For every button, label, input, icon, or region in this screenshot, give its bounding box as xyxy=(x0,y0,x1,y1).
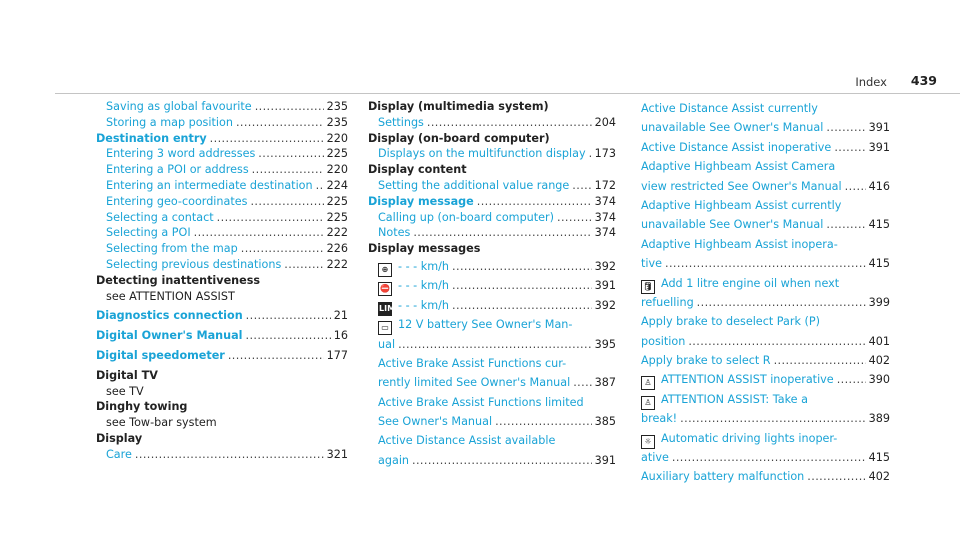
entry-label: see TV xyxy=(106,384,144,398)
display-message-entry[interactable] xyxy=(641,332,890,351)
index-entry xyxy=(368,241,616,257)
index-entry-text[interactable] xyxy=(378,210,554,226)
index-entry-text xyxy=(106,385,144,398)
index-entry[interactable] xyxy=(96,178,348,194)
leader-dots xyxy=(807,467,865,486)
display-message-entry[interactable] xyxy=(641,99,890,118)
display-message-entry[interactable] xyxy=(641,390,890,409)
index-entry-text[interactable] xyxy=(106,178,313,194)
entry-label[interactable]: Active Brake Assist Functions cur- xyxy=(378,356,567,370)
entry-label[interactable]: Diagnostics connection xyxy=(96,309,243,323)
sign-icon: ⛔ xyxy=(378,282,392,296)
page-ref[interactable]: 225 xyxy=(326,147,348,161)
page-ref[interactable]: 225 xyxy=(326,210,348,224)
display-message-entry[interactable] xyxy=(641,351,890,370)
entry-label[interactable]: position xyxy=(641,334,686,348)
display-message-entry-text[interactable] xyxy=(641,351,771,370)
page-ref[interactable]: 391 xyxy=(868,121,890,135)
limiter-icon: LIM xyxy=(378,302,392,316)
attention-icon: ♙ xyxy=(641,376,655,390)
index-entry-text[interactable] xyxy=(96,131,207,147)
page-ref[interactable]: 402 xyxy=(868,354,890,368)
display-message-entry[interactable] xyxy=(641,118,890,137)
page-ref[interactable]: 374 xyxy=(594,210,616,224)
leader-dots xyxy=(477,194,592,210)
index-entry[interactable] xyxy=(96,194,348,210)
index-entry-text[interactable] xyxy=(106,210,214,226)
page-ref[interactable]: 395 xyxy=(594,337,616,351)
page-ref[interactable]: 220 xyxy=(326,131,348,145)
display-message-entry[interactable] xyxy=(641,370,890,389)
leader-dots xyxy=(834,138,865,157)
running-header-section: Index xyxy=(855,75,887,89)
entry-label[interactable]: Apply brake to deselect Park (P) xyxy=(641,315,820,329)
entry-label[interactable]: unavailable See Owner's Manual xyxy=(641,218,824,232)
page-number: 439 xyxy=(910,73,937,88)
index-entry-text[interactable] xyxy=(378,115,424,131)
index-entry-text[interactable] xyxy=(106,225,191,241)
entry-label[interactable]: Setting the additional value range xyxy=(378,178,570,192)
page-ref[interactable]: 222 xyxy=(326,226,348,240)
index-entry xyxy=(96,415,348,431)
display-message-entry-text[interactable] xyxy=(641,409,677,428)
display-message-entry[interactable] xyxy=(641,409,890,428)
display-message-entry-text[interactable] xyxy=(641,393,808,406)
display-message-entry-text[interactable] xyxy=(641,332,685,351)
index-entry xyxy=(368,131,616,147)
index-entry-text[interactable] xyxy=(106,162,249,178)
entry-label: Display content xyxy=(368,163,467,177)
entry-label[interactable]: Digital speedometer xyxy=(96,348,225,362)
display-message-entry[interactable] xyxy=(641,177,890,196)
entry-label[interactable]: Auxiliary battery malfunction xyxy=(641,470,805,484)
page-ref[interactable]: 401 xyxy=(868,334,890,348)
entry-label[interactable]: - - - km/h xyxy=(398,298,450,312)
page-ref[interactable]: 235 xyxy=(326,100,348,113)
entry-label: Display (on-board computer) xyxy=(368,131,550,145)
display-message-entry-text[interactable] xyxy=(641,277,839,290)
index-entry-text[interactable] xyxy=(106,146,255,162)
index-entry[interactable] xyxy=(96,146,348,162)
display-message-entry-text[interactable] xyxy=(641,293,694,312)
entry-label[interactable]: ATTENTION ASSIST inoperative xyxy=(661,373,834,387)
leader-dots xyxy=(589,146,592,162)
index-entry[interactable] xyxy=(96,131,348,147)
entry-label[interactable]: Entering an intermediate destination xyxy=(106,178,313,192)
leader-dots xyxy=(228,348,324,364)
entry-label[interactable]: ative xyxy=(641,451,669,465)
entry-label[interactable]: Active Distance Assist currently xyxy=(641,102,818,115)
page-ref[interactable]: 415 xyxy=(868,257,890,271)
display-message-entry[interactable] xyxy=(368,315,616,334)
index-entry xyxy=(96,273,348,289)
index-entry[interactable] xyxy=(368,225,616,241)
page-ref[interactable]: 225 xyxy=(326,194,348,208)
index-entry[interactable] xyxy=(96,115,348,131)
leader-dots xyxy=(398,335,592,354)
index-entry xyxy=(96,384,348,400)
page-ref[interactable]: 21 xyxy=(333,309,348,323)
light-icon: ☼ xyxy=(641,435,655,449)
page-ref[interactable]: 374 xyxy=(594,194,616,208)
display-message-entry-text[interactable] xyxy=(641,160,835,173)
index-entry[interactable] xyxy=(96,308,348,324)
display-message-entry-text[interactable] xyxy=(378,373,570,392)
index-entry xyxy=(96,368,348,384)
index-entry[interactable] xyxy=(368,178,616,194)
leader-dots xyxy=(250,194,323,210)
entry-label[interactable]: ual xyxy=(378,337,396,351)
index-entry-text xyxy=(368,132,550,145)
index-entry-text xyxy=(368,163,467,176)
entry-label[interactable]: Adaptive Highbeam Assist inopera- xyxy=(641,237,838,251)
entry-label[interactable]: Adaptive Highbeam Assist Camera xyxy=(641,160,836,174)
entry-label[interactable]: Notes xyxy=(378,226,411,240)
page-ref[interactable]: 391 xyxy=(868,140,890,154)
entry-label[interactable]: Add 1 litre engine oil when next xyxy=(661,276,840,290)
leader-dots xyxy=(316,178,324,194)
entry-label[interactable]: Displays on the multifunction display xyxy=(378,147,586,161)
page-ref[interactable]: 385 xyxy=(594,415,616,429)
entry-label[interactable]: Adaptive Highbeam Assist currently xyxy=(641,198,842,212)
leader-dots xyxy=(427,115,592,131)
entry-label: Display xyxy=(96,431,143,445)
entry-label[interactable]: Apply brake to select R xyxy=(641,354,771,368)
index-entry-text[interactable] xyxy=(106,241,238,257)
index-entry[interactable] xyxy=(96,241,348,257)
leader-dots xyxy=(413,225,591,241)
display-message-entry-text[interactable] xyxy=(378,318,572,331)
entry-label[interactable]: Destination entry xyxy=(96,131,207,145)
page-ref[interactable]: 321 xyxy=(326,447,348,461)
index-entry-text[interactable] xyxy=(378,178,569,194)
entry-label[interactable]: Selecting from the map xyxy=(106,242,238,256)
display-message-entry-text[interactable] xyxy=(378,451,409,470)
display-message-entry[interactable] xyxy=(641,196,890,215)
page-ref[interactable]: 415 xyxy=(868,218,890,232)
leader-dots xyxy=(845,177,866,196)
display-message-entry-text[interactable] xyxy=(378,335,395,354)
page-ref[interactable]: 224 xyxy=(326,178,348,192)
entry-label[interactable]: Active Brake Assist Functions limited xyxy=(378,395,584,409)
entry-label[interactable]: Entering a POI or address xyxy=(106,163,249,177)
index-entry[interactable] xyxy=(368,210,616,226)
leader-dots xyxy=(284,257,323,273)
entry-label[interactable]: - - - km/h xyxy=(398,259,450,273)
entry-label[interactable]: view restricted See Owner's Manual xyxy=(641,179,842,193)
entry-label[interactable]: Digital Owner's Manual xyxy=(96,329,243,343)
leader-dots xyxy=(452,257,592,276)
leader-dots xyxy=(245,328,330,344)
leader-dots xyxy=(255,99,324,115)
display-message-entry[interactable] xyxy=(641,312,890,331)
page-ref[interactable]: 392 xyxy=(594,259,616,273)
page-ref[interactable]: 374 xyxy=(594,226,616,240)
page-ref[interactable]: 391 xyxy=(594,453,616,467)
leader-dots xyxy=(557,210,592,226)
page-ref[interactable]: 387 xyxy=(594,376,616,390)
entry-label: Display messages xyxy=(368,242,481,256)
entry-label[interactable]: Active Distance Assist available xyxy=(378,434,556,448)
display-message-entry-text[interactable] xyxy=(641,102,818,115)
index-entry-text[interactable] xyxy=(96,328,242,344)
display-message-entry-text[interactable] xyxy=(378,434,555,447)
display-message-entry-text[interactable] xyxy=(641,315,820,328)
leader-dots xyxy=(572,178,591,194)
leader-dots xyxy=(697,293,866,312)
entry-label: see ATTENTION ASSIST xyxy=(106,289,235,303)
leader-dots xyxy=(135,447,324,463)
leader-dots xyxy=(241,241,324,257)
display-message-entry[interactable] xyxy=(368,354,616,373)
display-message-entry[interactable] xyxy=(368,451,616,470)
entry-label: Dinghy towing xyxy=(96,400,188,414)
display-message-entry[interactable] xyxy=(641,448,890,467)
index-entry[interactable] xyxy=(96,328,348,344)
page-ref[interactable]: 402 xyxy=(868,470,890,484)
entry-label[interactable]: rently limited See Owner's Manual xyxy=(378,376,571,390)
page-ref[interactable]: 204 xyxy=(594,115,616,129)
leader-dots xyxy=(826,118,865,137)
page-ref[interactable]: 392 xyxy=(594,298,616,312)
entry-label[interactable]: See Owner's Manual xyxy=(378,415,493,429)
display-message-entry[interactable] xyxy=(368,412,616,431)
index-entry[interactable] xyxy=(96,210,348,226)
entry-label[interactable]: break! xyxy=(641,412,678,426)
battery-icon: ▭ xyxy=(378,321,392,335)
index-entry[interactable] xyxy=(96,257,348,273)
display-message-entry-text[interactable] xyxy=(378,276,449,296)
display-message-entry-text[interactable] xyxy=(641,199,841,212)
page-ref[interactable]: 391 xyxy=(594,279,616,293)
entry-label[interactable]: unavailable See Owner's Manual xyxy=(641,121,824,135)
index-entry-text xyxy=(96,400,187,413)
entry-label[interactable]: Storing a map position xyxy=(106,115,233,129)
oil-icon: 🛢 xyxy=(641,280,655,294)
leader-dots xyxy=(495,412,592,431)
leader-dots xyxy=(246,308,331,324)
display-message-entry[interactable] xyxy=(641,138,890,157)
leader-dots xyxy=(680,409,865,428)
page-ref[interactable]: 390 xyxy=(868,373,890,387)
leader-dots xyxy=(412,451,592,470)
entry-label[interactable]: Selecting a contact xyxy=(106,210,214,224)
display-message-entry[interactable] xyxy=(641,235,890,254)
index-entry xyxy=(96,431,348,447)
display-message-entry-text[interactable] xyxy=(641,238,838,251)
display-message-entry-text[interactable] xyxy=(378,412,492,431)
index-entry[interactable] xyxy=(368,194,616,210)
display-message-entry[interactable] xyxy=(368,335,616,354)
index-entry-text xyxy=(96,432,142,445)
page-ref[interactable]: 399 xyxy=(868,295,890,309)
display-message-entry[interactable] xyxy=(641,215,890,234)
index-entry[interactable] xyxy=(368,115,616,131)
display-message-entry[interactable] xyxy=(368,373,616,392)
display-message-entry[interactable] xyxy=(641,274,890,293)
page-ref[interactable]: 173 xyxy=(594,147,616,161)
display-message-entry-text[interactable] xyxy=(641,370,834,390)
entry-label[interactable]: Saving as global favourite xyxy=(106,100,252,113)
display-message-entry-text[interactable] xyxy=(641,432,837,445)
entry-label: Detecting inattentiveness xyxy=(96,273,261,287)
display-message-entry[interactable] xyxy=(641,467,890,486)
entry-label[interactable]: Settings xyxy=(378,115,424,129)
leader-dots xyxy=(665,254,866,273)
page-ref[interactable]: 172 xyxy=(594,178,616,192)
index-entry-text[interactable] xyxy=(96,348,225,364)
index-entry[interactable] xyxy=(368,146,616,162)
index-entry-text xyxy=(106,290,235,303)
header-divider xyxy=(55,93,960,94)
entry-label[interactable]: again xyxy=(378,453,410,467)
page-ref[interactable]: 16 xyxy=(333,329,348,343)
entry-label[interactable]: refuelling xyxy=(641,295,694,309)
page-ref[interactable]: 235 xyxy=(326,115,348,129)
entry-label[interactable]: tive xyxy=(641,257,662,271)
display-message-entry-text[interactable] xyxy=(641,138,831,157)
index-entry[interactable] xyxy=(96,348,348,364)
leader-dots xyxy=(252,162,324,178)
display-message-entry-text[interactable] xyxy=(641,254,662,273)
index-entry-text[interactable] xyxy=(106,194,247,210)
index-entry-text xyxy=(96,274,260,287)
display-message-entry[interactable] xyxy=(368,431,616,450)
index-entry[interactable] xyxy=(96,447,348,463)
display-message-entry[interactable] xyxy=(368,393,616,412)
entry-label[interactable]: Active Distance Assist inoperative xyxy=(641,140,832,154)
index-entry xyxy=(368,99,616,115)
page-ref[interactable]: 220 xyxy=(326,163,348,177)
index-entry-text[interactable] xyxy=(106,115,233,131)
display-message-entry-text[interactable] xyxy=(378,357,566,370)
leader-dots xyxy=(217,210,324,226)
entry-label[interactable]: Calling up (on-board computer) xyxy=(378,210,555,224)
distance-icon: ⊕ xyxy=(378,263,392,277)
entry-label: Display (multimedia system) xyxy=(368,100,549,113)
index-entry xyxy=(96,289,348,305)
display-message-entry[interactable] xyxy=(368,276,616,295)
index-entry-text[interactable] xyxy=(106,99,252,115)
index-entry-text[interactable] xyxy=(96,308,243,324)
index-entry-text xyxy=(106,416,217,429)
index-entry xyxy=(368,162,616,178)
index-entry-text[interactable] xyxy=(106,447,132,463)
entry-label[interactable]: Entering 3 word addresses xyxy=(106,147,256,161)
leader-dots xyxy=(672,448,866,467)
entry-label: Digital TV xyxy=(96,368,158,382)
leader-dots xyxy=(826,215,865,234)
index-entry xyxy=(96,399,348,415)
leader-dots xyxy=(258,146,323,162)
display-message-entry-text[interactable] xyxy=(641,177,842,196)
attention-icon: ♙ xyxy=(641,396,655,410)
entry-label[interactable]: Automatic driving lights inoper- xyxy=(661,431,838,445)
index-entry-text[interactable] xyxy=(378,225,410,241)
index-column-3 xyxy=(641,99,890,487)
leader-dots xyxy=(452,296,592,315)
leader-dots xyxy=(210,131,324,147)
leader-dots xyxy=(194,225,324,241)
leader-dots xyxy=(452,276,592,295)
index-column-1 xyxy=(96,99,348,463)
leader-dots xyxy=(837,370,866,389)
display-message-entry-text[interactable] xyxy=(641,215,823,234)
index-entry-text[interactable] xyxy=(106,257,281,273)
entry-label[interactable]: Care xyxy=(106,447,132,461)
entry-label[interactable]: Entering geo-coordinates xyxy=(106,194,248,208)
leader-dots xyxy=(236,115,324,131)
page-ref[interactable]: 415 xyxy=(868,451,890,465)
display-message-entry[interactable] xyxy=(641,293,890,312)
display-message-entry-text[interactable] xyxy=(641,448,669,467)
entry-label[interactable]: Display message xyxy=(368,194,474,208)
display-message-entry[interactable] xyxy=(641,254,890,273)
display-message-entry-text[interactable] xyxy=(378,296,449,316)
index-entry-text xyxy=(368,242,480,255)
leader-dots xyxy=(774,351,866,370)
display-message-entry[interactable] xyxy=(368,257,616,276)
index-column-2 xyxy=(368,99,616,470)
display-message-entry[interactable] xyxy=(368,296,616,315)
index-entry-text xyxy=(368,100,549,113)
display-message-entry[interactable] xyxy=(641,429,890,448)
entry-label[interactable]: - - - km/h xyxy=(398,279,450,293)
entry-label: see Tow-bar system xyxy=(106,416,217,430)
entry-label[interactable]: Selecting a POI xyxy=(106,226,191,240)
page-ref[interactable]: 416 xyxy=(868,179,890,193)
entry-label[interactable]: Selecting previous destinations xyxy=(106,257,282,271)
display-message-entry-text[interactable] xyxy=(378,396,584,409)
leader-dots xyxy=(573,373,591,392)
page-ref[interactable]: 222 xyxy=(326,257,348,271)
display-message-entry-text[interactable] xyxy=(378,257,449,277)
index-entry[interactable] xyxy=(96,162,348,178)
page-ref[interactable]: 177 xyxy=(326,348,348,362)
index-entry[interactable] xyxy=(96,225,348,241)
display-message-entry-text[interactable] xyxy=(641,118,823,137)
display-message-entry-text[interactable] xyxy=(641,467,804,486)
index-entry-text[interactable] xyxy=(378,146,586,162)
entry-label[interactable]: ATTENTION ASSIST: Take a xyxy=(661,392,808,406)
index-entry-text[interactable] xyxy=(368,194,474,210)
leader-dots xyxy=(688,332,865,351)
page-ref[interactable]: 226 xyxy=(326,242,348,256)
index-entry-text xyxy=(96,369,158,382)
entry-label[interactable]: 12 V battery See Owner's Man- xyxy=(398,318,573,332)
page-ref[interactable]: 389 xyxy=(868,412,890,426)
index-entry[interactable] xyxy=(96,99,348,115)
display-message-entry[interactable] xyxy=(641,157,890,176)
